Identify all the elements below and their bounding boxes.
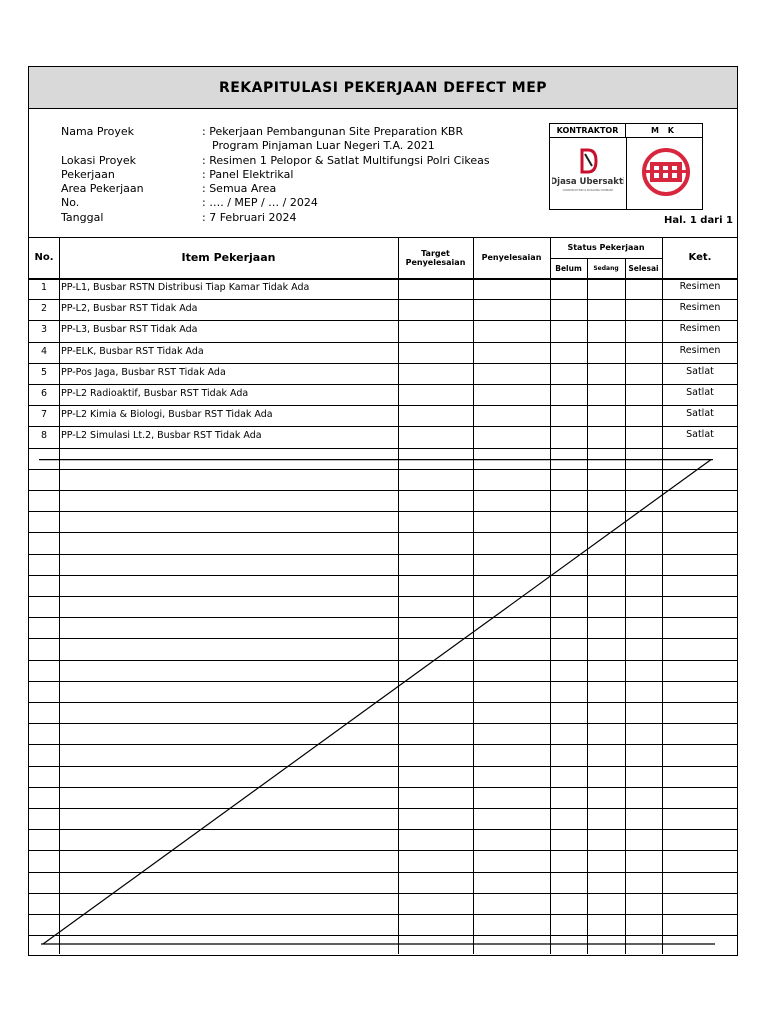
contractor-logo-text: Djasa Ubersakti (552, 177, 624, 187)
contractor-logo (552, 142, 624, 206)
row-ket: Satlat (686, 429, 714, 441)
row-number: 1 (40, 282, 48, 293)
defect-recap-form (28, 66, 738, 956)
contractor-logo-subtext: CONSTRUCTION & BUILDING COMPANY (562, 189, 614, 192)
page-title: REKAPITULASI PEKERJAAN DEFECT MEP (218, 79, 548, 96)
row-number: 2 (40, 303, 48, 315)
info-row-no: No. : …. / MEP / … / 2024 (61, 196, 318, 210)
signature-logo-box (549, 123, 703, 210)
info-row-tanggal: Tanggal : 7 Februari 2024 (61, 210, 297, 224)
mk-logo (630, 142, 702, 206)
row-number: 8 (40, 430, 48, 442)
row-ket: Satlat (686, 365, 714, 377)
row-ket: Resimen (679, 344, 721, 356)
signature-box-divider (626, 138, 627, 210)
header-ket: Ket. (688, 252, 712, 263)
project-info (61, 125, 490, 225)
mk-logo-mark (630, 142, 702, 206)
row-ket: Satlat (686, 387, 714, 398)
row-number: 4 (40, 345, 48, 357)
row-item: PP-ELK, Busbar RST Tidak Ada (61, 345, 204, 357)
row-item: PP-Pos Jaga, Busbar RST Tidak Ada (61, 366, 226, 378)
info-row-nama-proyek-cont: Program Pinjaman Luar Negeri T.A. 2021 (212, 139, 435, 153)
contractor-logo-mark (552, 142, 624, 206)
row-number: 7 (40, 409, 48, 421)
info-row-nama-proyek: Nama Proyek : Pekerjaan Pembangunan Site Preparation KBR (61, 125, 464, 138)
info-row-pekerjaan: Pekerjaan : Panel Elektrikal (61, 167, 294, 181)
info-row-area: Area Pekerjaan : Semua Area (61, 182, 277, 196)
row-number: 3 (40, 324, 48, 336)
strikeout-diagonal (43, 460, 711, 944)
info-row-lokasi: Lokasi Proyek : Resimen 1 Pelopor & Satlat Multifungsi Polri Cikeas (61, 153, 490, 167)
row-item: PP-L2 Kimia & Biologi, Busbar RST Tidak Ada (61, 409, 273, 421)
header-status: Status Pekerjaan (567, 243, 645, 252)
header-target-line-1: Target (421, 248, 450, 258)
row-item: PP-L1, Busbar RSTN Distribusi Tiap Kamar Tidak Ada (61, 282, 310, 293)
row-item: PP-L3, Busbar RST Tidak Ada (61, 324, 198, 336)
header-sedang: Sedang (593, 264, 619, 272)
mk-label: M K (651, 126, 677, 135)
row-item: PP-L2 Radioaktif, Busbar RST Tidak Ada (61, 388, 249, 399)
page-indicator: Hal. 1 dari 1 (664, 215, 733, 226)
signature-box-header (550, 124, 702, 138)
title-band (29, 67, 737, 109)
header-selesai: Selesai (628, 263, 659, 273)
row-number: 5 (40, 366, 48, 378)
header-penyelesaian: Penyelesaian (481, 253, 542, 262)
row-ket: Resimen (679, 281, 721, 292)
kontraktor-label: KONTRAKTOR (550, 124, 626, 137)
row-ket: Resimen (679, 302, 721, 314)
header-no: No. (34, 252, 54, 263)
header-belum: Belum (555, 263, 582, 273)
row-ket: Satlat (686, 408, 714, 420)
row-number: 6 (40, 388, 48, 399)
row-ket: Resimen (679, 323, 721, 335)
row-item: PP-L2, Busbar RST Tidak Ada (61, 303, 198, 315)
row-item: PP-L2 Simulasi Lt.2, Busbar RST Tidak Ada (61, 430, 262, 442)
header-item: Item Pekerjaan (181, 251, 276, 264)
header-target-line-2: Penyelesaian (405, 257, 466, 267)
empty-rows-strikeout (29, 237, 738, 954)
